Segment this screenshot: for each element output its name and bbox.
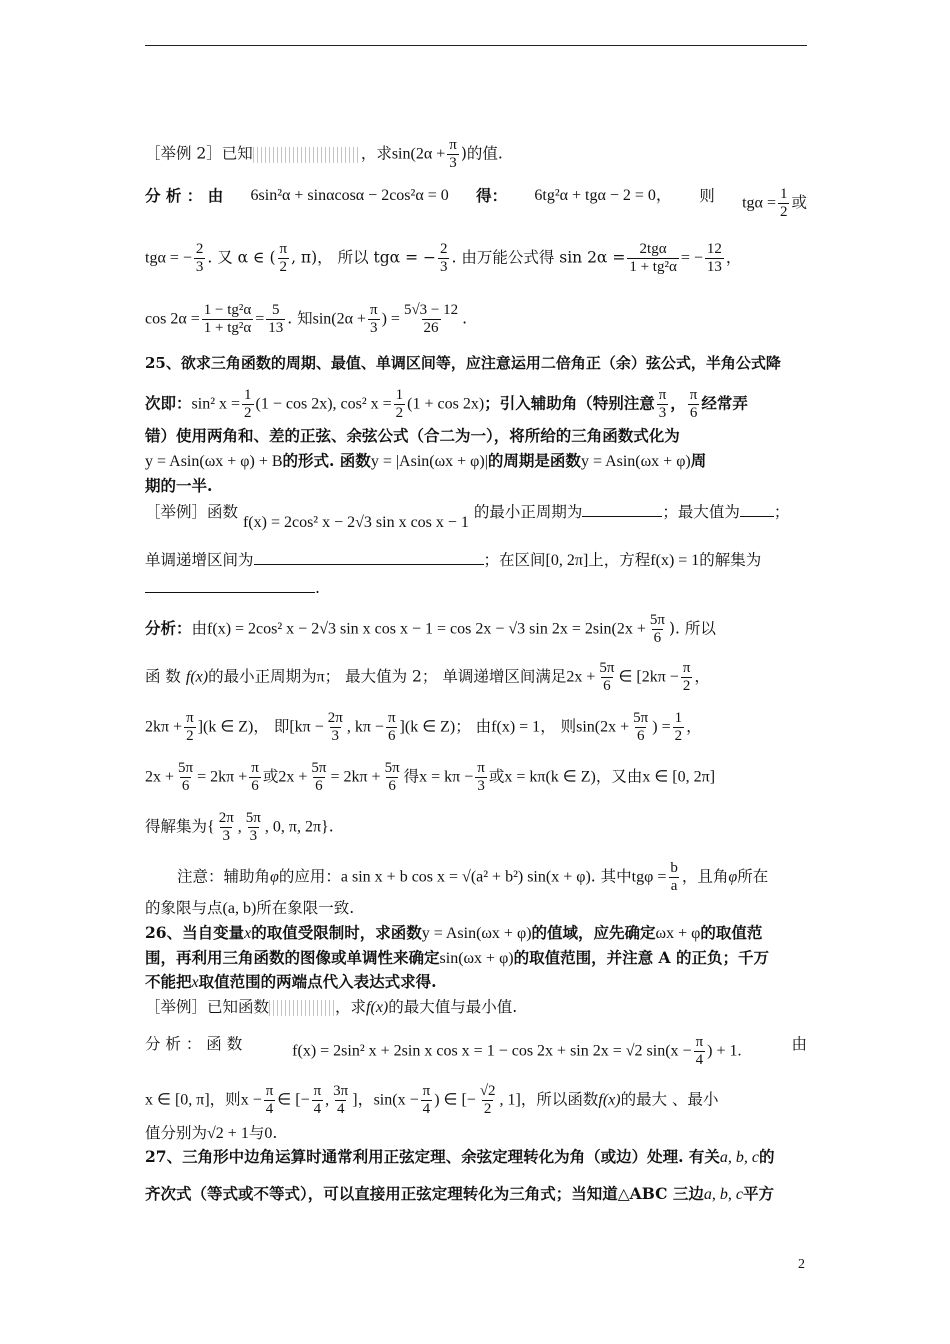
fraction: $\frac{\pi}{2}$ bbox=[682, 660, 691, 694]
text: 所在 bbox=[737, 867, 769, 886]
fraction: $\frac{\pi}{3}$ bbox=[370, 302, 378, 336]
math: a, b, c bbox=[719, 1149, 759, 1166]
math: f(x) bbox=[598, 1091, 621, 1109]
text: ， bbox=[686, 717, 702, 736]
text: 次即： bbox=[145, 393, 192, 413]
text: )的值. bbox=[460, 144, 503, 163]
text: ，求 bbox=[360, 144, 392, 163]
text: . bbox=[272, 1124, 278, 1142]
math: x ∈ [0, 2π] bbox=[642, 768, 716, 786]
section-25-line-5: 期的一半. bbox=[145, 476, 213, 495]
note-line-1 bbox=[145, 860, 807, 895]
math: , kπ − bbox=[346, 718, 384, 736]
math: sin(2x + bbox=[576, 718, 630, 736]
example-25-line-2 bbox=[145, 550, 807, 571]
math: ](k ∈ Z) bbox=[399, 718, 456, 736]
text: ，又由 bbox=[595, 767, 643, 786]
fraction: $\frac{\pi}{6}$ bbox=[387, 710, 396, 744]
analysis-1-line-2 bbox=[145, 241, 807, 276]
analysis-label: 分 析 ： 由 bbox=[145, 186, 224, 205]
garbled-formula-image bbox=[269, 1000, 335, 1016]
text: ；引入辅助角（特别注意 bbox=[484, 393, 655, 413]
text: 26、当自变量 bbox=[145, 923, 245, 942]
math: sin(2α + bbox=[312, 310, 367, 328]
math: a sin x + b cos x = √(a² + b²) sin(x + φ) bbox=[340, 868, 591, 886]
math: ](k ∈ Z) bbox=[197, 718, 254, 736]
section-25-line-3: 错）使用两角和、差的正弦、余弦公式（合二为一），将所给的三角函数式化为 bbox=[145, 426, 680, 445]
fraction: $\frac{\pi}{3}$ bbox=[477, 760, 485, 794]
text: ；在区间 bbox=[483, 551, 546, 569]
analysis-1-line-3 bbox=[145, 302, 807, 337]
analysis-25-line-2 bbox=[145, 660, 807, 695]
math: , 1] bbox=[499, 1091, 521, 1109]
text: 围，再利用三角函数的图像或单调性来确定 bbox=[145, 948, 440, 967]
text: 的应用： bbox=[278, 867, 341, 886]
math: a, b, c bbox=[703, 1186, 743, 1203]
math: f(x) = 1 bbox=[491, 718, 541, 736]
fraction: $\frac{\pi}{6}$ bbox=[251, 760, 259, 794]
math: y = |Asin(ωx + φ)| bbox=[370, 453, 488, 470]
math: √2 + 1 bbox=[207, 1125, 249, 1142]
text: 的最小正周期为 bbox=[208, 667, 317, 686]
text: 的周期是函数 bbox=[487, 451, 581, 470]
text: , π)， 所以 tgα = − bbox=[291, 248, 436, 267]
math: 6tg²α + tgα − 2 = 0， bbox=[534, 187, 672, 204]
math: f(x) bbox=[366, 999, 389, 1016]
answer-blank-max[interactable] bbox=[740, 502, 774, 517]
text: ). 所以 bbox=[668, 619, 716, 638]
fraction: $\frac{\text{2tgα}}{\text{1 + tg²α}}$ bbox=[629, 241, 677, 275]
fraction: $\frac{b}{a}$ bbox=[670, 860, 678, 894]
analysis-26-line-3 bbox=[145, 1123, 807, 1144]
math: tgα = − bbox=[145, 249, 192, 267]
text: 的解集为 bbox=[699, 551, 762, 569]
text: ， bbox=[694, 667, 710, 686]
fraction: $\frac{5√3 - 12}{26}$ bbox=[403, 302, 459, 336]
math: y = Asin(ωx + φ) + B bbox=[145, 453, 283, 470]
text: 平方 bbox=[742, 1184, 774, 1203]
fraction: $\frac{5\pi}{6}$ bbox=[178, 760, 194, 794]
text: 不能把 bbox=[145, 972, 192, 991]
math: sin² x = bbox=[191, 395, 241, 413]
math: tgφ = bbox=[631, 868, 667, 886]
example-label: ［举例］ bbox=[145, 503, 208, 521]
math: = bbox=[255, 310, 265, 328]
math: 2kπ + bbox=[145, 718, 183, 736]
text: 的取值受限制时，求函数 bbox=[251, 923, 422, 942]
fraction: $\frac{1}{2}$ bbox=[244, 387, 252, 421]
fraction: $\frac{5\pi}{6}$ bbox=[599, 660, 615, 694]
text: 则 bbox=[699, 187, 715, 205]
example-25-line-1 bbox=[145, 502, 807, 531]
analysis-25-line-1 bbox=[145, 612, 807, 647]
text: 函数 bbox=[207, 503, 239, 521]
analysis-label: 分析： bbox=[145, 618, 192, 638]
math: , bbox=[325, 1091, 330, 1109]
math: y = Asin(ωx + φ) bbox=[421, 925, 532, 942]
example-2-line bbox=[145, 137, 807, 172]
section-25-line-1: 25、欲求三角函数的周期、最值、单调区间等，应注意运用二倍角正（余）弦公式，半角公式降 bbox=[145, 354, 781, 372]
text: 函 数 bbox=[145, 667, 181, 686]
analysis-1-line-1 bbox=[145, 186, 807, 221]
math: ]，sin(x − bbox=[352, 1091, 419, 1109]
fraction: $\frac{5\pi}{6}$ bbox=[311, 760, 327, 794]
fraction: $\frac{2}{3}$ bbox=[195, 241, 204, 275]
fraction: $\frac{√2}{2}$ bbox=[479, 1083, 496, 1117]
fraction: $\frac{\pi}{4}$ bbox=[265, 1083, 274, 1117]
fraction: $\frac{1}{2}$ bbox=[395, 387, 404, 421]
text: 的最大值与最小值. bbox=[388, 998, 518, 1016]
text: 的 bbox=[758, 1147, 775, 1166]
answer-blank-period[interactable] bbox=[582, 502, 662, 517]
text: . bbox=[328, 817, 334, 836]
text: . 又 α ∈ ( bbox=[207, 248, 276, 267]
section-26-line-1 bbox=[145, 923, 807, 944]
math: x ∈ [0, π] bbox=[145, 1091, 210, 1109]
math: ) + 1. bbox=[707, 1042, 742, 1060]
fraction: $\frac{5\pi}{6}$ bbox=[633, 710, 649, 744]
fraction: $\frac{1}{2}$ bbox=[674, 710, 683, 744]
header-rule bbox=[145, 45, 807, 46]
math: x bbox=[191, 974, 199, 991]
text: 或 bbox=[791, 193, 807, 212]
math: ωx + φ bbox=[655, 925, 701, 942]
math: (1 + cos 2x) bbox=[407, 395, 485, 413]
text: 由 bbox=[791, 1035, 807, 1053]
fraction: $\frac{\pi}{6}$ bbox=[689, 387, 698, 421]
math: f(x) bbox=[185, 668, 209, 686]
fraction: $\frac{12}{13}$ bbox=[706, 241, 722, 275]
fraction: $\frac{3\pi}{4}$ bbox=[333, 1083, 349, 1117]
math: x = kπ(k ∈ Z) bbox=[504, 768, 596, 786]
analysis-25-line-3 bbox=[145, 710, 807, 745]
answer-blank-solution[interactable] bbox=[145, 578, 315, 593]
garbled-formula-image bbox=[253, 147, 361, 163]
fraction: $\frac{\text{1 − tg²α}}{\text{1 + tg²α}}$ bbox=[203, 302, 252, 336]
text: 取值范围的两端点代入表达式求得. bbox=[198, 972, 437, 991]
analysis-25-line-4 bbox=[145, 760, 807, 795]
math: ∈ [− bbox=[277, 1091, 310, 1109]
fraction: $\frac{\pi}{2}$ bbox=[279, 241, 288, 275]
math: { bbox=[207, 818, 215, 836]
text: 由 bbox=[191, 619, 208, 638]
math: y = Asin(ωx + φ) bbox=[580, 453, 691, 470]
text: 已知 bbox=[221, 144, 253, 163]
section-26-line-3 bbox=[145, 972, 807, 993]
math: x = kπ − bbox=[419, 768, 474, 786]
math: [kπ − bbox=[289, 718, 324, 736]
text: 值分别为 bbox=[145, 1124, 208, 1142]
text: . 知 bbox=[287, 309, 313, 328]
math: , 0, π, 2π} bbox=[264, 818, 329, 836]
text: 周 bbox=[690, 451, 707, 470]
math: = 2kπ + bbox=[197, 768, 248, 786]
text: 齐次式（等式或不等式），可以直接用正弦定理转化为三角式；当知道△ABC 三边 bbox=[145, 1184, 704, 1203]
math: , bbox=[237, 818, 242, 836]
text: 上，方程 bbox=[588, 551, 651, 569]
text: ；最大值为 bbox=[662, 503, 740, 521]
text: ， 即 bbox=[253, 717, 290, 736]
text: . bbox=[315, 579, 320, 597]
analysis-26-line-2 bbox=[145, 1083, 807, 1118]
math: f(x) = 1 bbox=[650, 552, 700, 569]
text: 的最大 、最小 bbox=[620, 1090, 719, 1109]
math: 2x + bbox=[278, 768, 308, 786]
section-25-line-2 bbox=[145, 387, 807, 422]
math: = 2kπ + bbox=[330, 768, 381, 786]
fraction: $\frac{2\pi}{3}$ bbox=[218, 810, 234, 844]
text: 的最小正周期为 bbox=[473, 503, 583, 521]
text: 得 bbox=[403, 767, 420, 786]
math: = − bbox=[680, 249, 703, 267]
math: f(x) = 2cos² x − 2√3 sin x cos x − 1 bbox=[242, 514, 469, 531]
example-25-line-3 bbox=[145, 578, 807, 598]
text: ； 由 bbox=[455, 717, 492, 736]
text: 分 析 ： 函 数 bbox=[145, 1035, 243, 1053]
text: 得： bbox=[476, 186, 508, 205]
text: 或 bbox=[262, 767, 279, 786]
fraction: $\frac{2\pi}{3}$ bbox=[327, 710, 343, 744]
fraction: $\frac{\pi}{4}$ bbox=[695, 1034, 704, 1068]
fraction: $\frac{\pi}{4}$ bbox=[313, 1083, 322, 1117]
analysis-26-line-1 bbox=[145, 1034, 807, 1069]
text: ； 最大值为 2； 单调递增区间满足 bbox=[324, 667, 567, 686]
math: π bbox=[316, 668, 325, 686]
math: x − bbox=[240, 1091, 262, 1109]
text: 注意：辅助角 bbox=[177, 867, 271, 886]
page-number: 2 bbox=[798, 1257, 805, 1272]
text: 的值域，应先确定 bbox=[531, 923, 656, 942]
text: 的形式. 函数 bbox=[282, 451, 371, 470]
math: 2x + bbox=[566, 668, 596, 686]
math: φ bbox=[728, 868, 738, 886]
analysis-25-line-5 bbox=[145, 810, 807, 845]
text: ， bbox=[670, 393, 686, 413]
fraction: $\frac{\pi}{3}$ bbox=[658, 387, 667, 421]
text: ，且角 bbox=[681, 867, 729, 886]
example-label: ［举例］ bbox=[145, 998, 208, 1016]
fraction: $\frac{1}{2}$ bbox=[779, 186, 788, 220]
math: (a, b) bbox=[222, 900, 257, 917]
text: 与 bbox=[248, 1124, 265, 1142]
section-27-line-2 bbox=[145, 1184, 807, 1205]
fraction: $\frac{2}{3}$ bbox=[439, 241, 448, 275]
fraction: $\frac{\pi}{2}$ bbox=[186, 710, 194, 744]
example-label: ［举例 2］ bbox=[145, 144, 222, 163]
math: ) = bbox=[381, 310, 400, 328]
math: ∈ [2kπ − bbox=[618, 668, 679, 686]
text: . 由万能公式得 sin 2α = bbox=[451, 248, 626, 267]
section-27-line-1 bbox=[145, 1147, 807, 1168]
answer-blank-interval[interactable] bbox=[254, 550, 484, 565]
text: ，所以函数 bbox=[520, 1090, 599, 1109]
text: 经常弄 bbox=[701, 393, 748, 413]
math: tgα = bbox=[742, 194, 776, 212]
math: ) = bbox=[652, 718, 671, 736]
text: 得解集为 bbox=[145, 817, 208, 836]
text: 的象限与点 bbox=[145, 899, 223, 917]
math: sin(ωx + φ) bbox=[439, 950, 514, 967]
math: x bbox=[244, 925, 252, 942]
note-line-2 bbox=[145, 898, 807, 919]
math: 6sin²α + sinαcosα − 2cos²α = 0 bbox=[250, 187, 449, 204]
text: 27、三角形中边角运算时通常利用正弦定理、余弦定理转化为角（或边）处理. 有关 bbox=[145, 1147, 720, 1166]
math: 0 bbox=[264, 1125, 273, 1142]
text: ，求 bbox=[335, 998, 367, 1016]
math: f(x) = 2cos² x − 2√3 sin x cos x − 1 = cos 2x − √3 sin 2x = 2sin(2x + bbox=[207, 620, 646, 638]
example-26-line bbox=[145, 997, 807, 1018]
text: 或 bbox=[488, 767, 505, 786]
math: f(x) = 2sin² x + 2sin x cos x = 1 − cos 2x + sin 2x = √2 sin(x − bbox=[292, 1042, 692, 1060]
fraction: $\frac{5\pi}{6}$ bbox=[384, 760, 400, 794]
math: sin(2α + bbox=[391, 145, 446, 163]
text: . 其中 bbox=[590, 867, 632, 886]
fraction: $\frac{5\pi}{6}$ bbox=[649, 612, 665, 646]
section-25-line-4 bbox=[145, 451, 807, 472]
text: 的取值范 bbox=[700, 923, 763, 942]
text: 的取值范围，并注意 A 的正负；千万 bbox=[513, 948, 769, 967]
text: ， 则 bbox=[540, 717, 577, 736]
section-26-line-2 bbox=[145, 948, 807, 969]
fraction: $\frac{\pi}{3}$ bbox=[449, 137, 457, 171]
text: ； bbox=[773, 503, 790, 521]
text: 所在象限一致. bbox=[256, 899, 355, 917]
text: . bbox=[462, 309, 468, 328]
math: (1 − cos 2x), cos² x = bbox=[255, 395, 392, 413]
fraction: $\frac{5}{13}$ bbox=[268, 302, 284, 336]
math: φ bbox=[270, 868, 279, 886]
math: cos 2α = bbox=[145, 310, 200, 328]
text: ， bbox=[725, 248, 742, 267]
fraction: $\frac{5\pi}{3}$ bbox=[245, 810, 261, 844]
math: ) ∈ [− bbox=[434, 1091, 476, 1109]
math: [0, 2π] bbox=[545, 552, 589, 569]
text: 单调递增区间为 bbox=[145, 551, 254, 569]
fraction: $\frac{\pi}{4}$ bbox=[422, 1083, 431, 1117]
text: 已知函数 bbox=[207, 998, 270, 1016]
math: 2x + bbox=[145, 768, 175, 786]
text: ，则 bbox=[209, 1090, 241, 1109]
